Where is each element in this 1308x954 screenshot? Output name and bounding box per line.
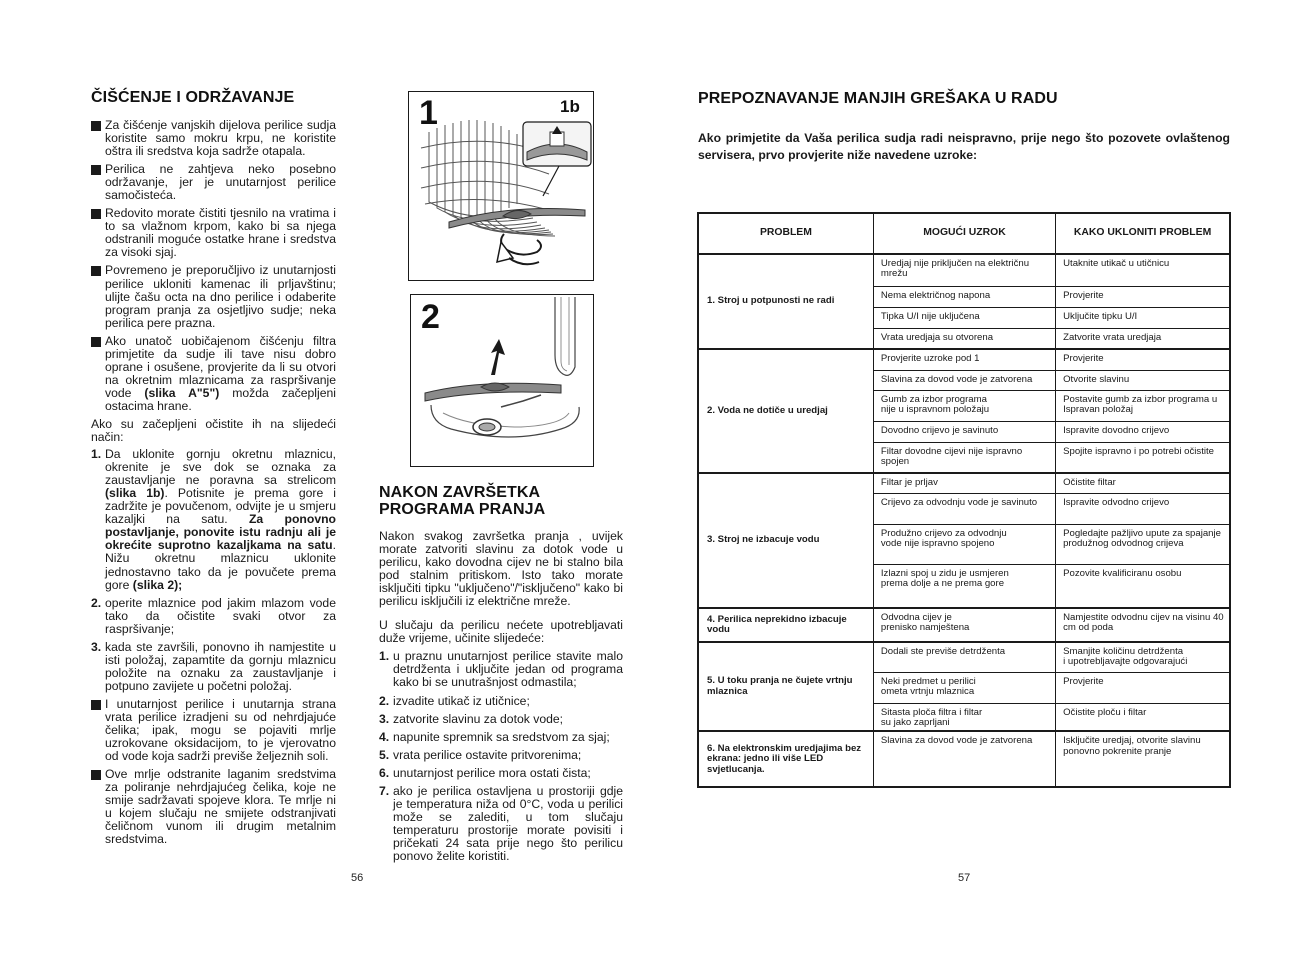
- solution-cell: Namjestite odvodnu cijev na visinu 40 cm od poda: [1056, 608, 1230, 642]
- problem-cell: 6. Na elektronskim uredjajima bez ekrana: jedno ili više LED svjetlucanja.: [698, 731, 873, 787]
- cause-cell: Izlazni spoj u zidu je usmjeren prema dolje a ne prema gore: [873, 564, 1055, 608]
- cause-cell: Dovodno crijevo je savinuto: [873, 421, 1055, 442]
- after-wash-text-column: [379, 530, 623, 868]
- cause-cell: Uredjaj nije priključen na električnu mrežu: [873, 254, 1055, 286]
- solution-cell: Pogledajte pažljivo upute za spajanje produžnog odvodnog crijeva: [1056, 524, 1230, 564]
- table-row: [698, 473, 1230, 493]
- cause-cell: Vrata uredjaja su otvorena: [873, 328, 1055, 349]
- table-row: [698, 731, 1230, 787]
- page-number-left: 56: [351, 872, 364, 884]
- cleaning-title: ČIŠĆENJE I ODRŽAVANJE: [91, 89, 295, 106]
- table-row: [698, 349, 1230, 370]
- cause-cell: Provjerite uzroke pod 1: [873, 349, 1055, 370]
- list-item: Za čišćenje vanjskih dijelova perilice sudja koristite samo mokru krpu, ne koristite oštra ili sredstva koja sadrže otapala.: [91, 119, 336, 158]
- square-bullet-icon: [91, 165, 101, 175]
- page-number-right: 57: [958, 872, 971, 884]
- figure-2-lower-spray-arm: [410, 294, 594, 467]
- table-row: [698, 642, 1230, 672]
- square-bullet-icon: [91, 266, 101, 276]
- long-absence-intro: U slučaju da perilicu nećete upotrebljavati duže vrijeme, učinite slijedeće:: [379, 618, 623, 646]
- cause-cell: Produžno crijevo za odvodnju vode nije ispravno spojeno: [873, 524, 1055, 564]
- clogged-intro: Ako su začepljeni očistite ih na slijedeći način:: [91, 416, 336, 445]
- cause-cell: Filtar dovodne cijevi nije ispravno spojen: [873, 442, 1055, 473]
- square-bullet-icon: [91, 700, 101, 710]
- problem-cell: 1. Stroj u potpunosti ne radi: [698, 254, 873, 349]
- figure-2-number: 2: [421, 298, 440, 336]
- solution-cell: Otvorite slavinu: [1056, 370, 1230, 390]
- cause-cell: Slavina za dovod vode je zatvorena: [873, 731, 1055, 787]
- problem-cell: 4. Perilica neprekidno izbacuje vodu: [698, 608, 873, 642]
- after-wash-paragraph: Nakon svakog završetka pranja , uvijek morate zatvoriti slavinu za dotok vode u perilicu, kako dovodna cijev ne bi stalno bila pod stalnim pritiskom. Isto tako morate isključiti tipku "uključeno"/"isključeno" kako bi perilicu isključili iz električne mreže.: [379, 529, 623, 609]
- cause-cell: Sitasta ploča filtra i filtar su jako zaprljani: [873, 703, 1055, 731]
- figure-1-number: 1: [419, 94, 438, 132]
- list-item: 6. unutarnjost perilice mora ostati čista;: [379, 765, 591, 780]
- square-bullet-icon: [91, 209, 101, 219]
- problem-cell: 2. Voda ne dotiče u uredjaj: [698, 349, 873, 473]
- square-bullet-icon: [91, 121, 101, 131]
- troubleshooting-intro: Ako primjetite da Vaša perilica sudja radi neispravno, prije nego što pozovete ovlaštenog servisera, prvo provjerite niže navedene uzroke:: [698, 131, 1230, 162]
- cause-cell: Tipka U/I nije uključena: [873, 307, 1055, 328]
- column-header-cause: MOGUĆI UZROK: [873, 213, 1055, 254]
- square-bullet-icon: [91, 337, 101, 347]
- troubleshooting-table: [697, 212, 1231, 788]
- solution-cell: Provjerite: [1056, 349, 1230, 370]
- list-item: Povremeno je preporučljivo iz unutarnjosti perilice ukloniti kamenac ili prljavštinu; ulijte čašu octa na dno perilice i odaberite program pranja za osjetljivo sudje; neka perilica pere prazna.: [91, 264, 336, 329]
- cause-cell: Slavina za dovod vode je zatvorena: [873, 370, 1055, 390]
- solution-cell: Smanjite količinu detrdženta i upotrebljavajte odgovarajući: [1056, 642, 1230, 672]
- list-item: 3. kada ste završili, ponovno ih namjestite u isti položaj, zapamtite da gornju mlaznicu položite na oznaku za zaustavljanje i potpuno zavijete u početni položaj.: [91, 639, 336, 693]
- cause-cell: Dodali ste previše detrdženta: [873, 642, 1055, 672]
- column-header-solution: KAKO UKLONITI PROBLEM: [1056, 213, 1230, 254]
- after-wash-title: NAKON ZAVRŠETKA PROGRAMA PRANJA: [379, 484, 546, 518]
- list-item: 2. izvadite utikač iz utičnice;: [379, 693, 530, 708]
- list-item: Perilica ne zahtjeva neko posebno održavanje, jer je unutarnjost perilice samočisteća.: [91, 163, 336, 202]
- column-header-problem: PROBLEM: [698, 213, 873, 254]
- list-item: 5. vrata perilice ostavite pritvorenima;: [379, 747, 582, 762]
- list-item: 2. operite mlaznice pod jakim mlazom vode tako da očistite svaki otvor za raspršivanje;: [91, 595, 336, 636]
- list-item: Redovito morate čistiti tjesnilo na vratima i to sa vlažnom krpom, kako bi sa njega odstranili moguće ostatke hrane i sredstva za visoki sjaj.: [91, 207, 336, 259]
- solution-cell: Provjerite: [1056, 286, 1230, 307]
- solution-cell: Postavite gumb za izbor programa u Ispravan položaj: [1056, 390, 1230, 421]
- list-item: 7. ako je perilica ostavljena u prostoriji gdje je temperatura niža od 0°C, voda u perilici može se zalediti, u tom slučaju temperaturu prostorije morate povisiti i pričekati 24 sata prije nego što perilicu ponovo želite koristiti.: [379, 783, 623, 863]
- cause-cell: Crijevo za odvodnju vode je savinuto: [873, 493, 1055, 524]
- cause-cell: Gumb za izbor programa nije u ispravnom položaju: [873, 390, 1055, 421]
- figure-1b-label: 1b: [560, 97, 580, 116]
- problem-cell: 5. U toku pranja ne čujete vrtnju mlaznica: [698, 642, 873, 731]
- solution-cell: Ispravite odvodno crijevo: [1056, 493, 1230, 524]
- list-item: Ove mrlje odstranite laganim sredstvima za poliranje nehrdjajućeg čelika, koje ne smije sadržavati spojeve klora. Te mrlje ni u kojem slučaju ne smijete odstranjivati čeličnom vunom ili drugim metalnim sredstvima.: [91, 768, 336, 846]
- figure-1-upper-spray-arm: [408, 91, 594, 281]
- solution-cell: Ispravite dovodno crijevo: [1056, 421, 1230, 442]
- cause-cell: Neki predmet u perilici ometa vrtnju mlaznica: [873, 672, 1055, 703]
- solution-cell: Isključite uredjaj, otvorite slavinu ponovno pokrenite pranje: [1056, 731, 1230, 787]
- table-body: [698, 254, 1230, 787]
- cause-cell: Nema električnog napona: [873, 286, 1055, 307]
- table-row: [698, 254, 1230, 286]
- solution-cell: Provjerite: [1056, 672, 1230, 703]
- list-item: 3. zatvorite slavinu za dotok vode;: [379, 711, 564, 726]
- solution-cell: Spojite ispravno i po potrebi očistite: [1056, 442, 1230, 473]
- solution-cell: Uključite tipku U/I: [1056, 307, 1230, 328]
- troubleshooting-title: PREPOZNAVANJE MANJIH GREŠAKA U RADU: [698, 90, 1058, 107]
- square-bullet-icon: [91, 770, 101, 780]
- solution-cell: Zatvorite vrata uredjaja: [1056, 328, 1230, 349]
- table-header-row: [698, 213, 1230, 254]
- solution-cell: Pozovite kvalificiranu osobu: [1056, 564, 1230, 608]
- list-item: I unutarnjost perilice i unutarnja strana vrata perilice izradjeni su od nehrdjajuće čelika; ipak, mogu se pojaviti mrlje uzrokovane oksidacijom, to je vjerovatno od vode koja sadrži previše željeznih soli.: [91, 698, 336, 763]
- solution-cell: Očistite ploču i filtar: [1056, 703, 1230, 731]
- list-item: Ako unatoč uobičajenom čišćenju filtra primjetite da sudje ili tave nisu dobro oprane i osušene, provjerite da li su otvori na okretnim mlaznicama za raspršivanje vode (slika A"5") možda začepljeni ostacima hrane.: [91, 335, 336, 413]
- cleaning-text-column: [91, 119, 336, 851]
- list-item: 4. napunite spremnik sa sredstvom za sjaj;: [379, 729, 610, 744]
- solution-cell: Utaknite utikač u utičnicu: [1056, 254, 1230, 286]
- table-row: [698, 608, 1230, 642]
- list-item: 1. u praznu unutarnjost perilice stavite malo detrdženta i uključite jedan od programa kako bi se unutrašnjost odmastila;: [379, 649, 623, 690]
- solution-cell: Očistite filtar: [1056, 473, 1230, 493]
- list-item: 1. Da uklonite gornju okretnu mlaznicu, okrenite je sve dok se oznaka za zaustavljanje ne poravna sa strelicom (slika 1b). Potisnite je prema gore i zadržite je povučenom, odvijte je u smjeru kazaljki na satu. Za ponovno postavljanje, ponovite istu radnju ali je okrećite suprotno kazaljkama na satu. Nižu okretnu mlaznicu uklonite jednostavno tako da je povučete prema gore (slika 2);: [91, 447, 336, 592]
- cause-cell: Odvodna cijev je prenisko namještena: [873, 608, 1055, 642]
- problem-cell: 3. Stroj ne izbacuje vodu: [698, 473, 873, 608]
- cause-cell: Filtar je prljav: [873, 473, 1055, 493]
